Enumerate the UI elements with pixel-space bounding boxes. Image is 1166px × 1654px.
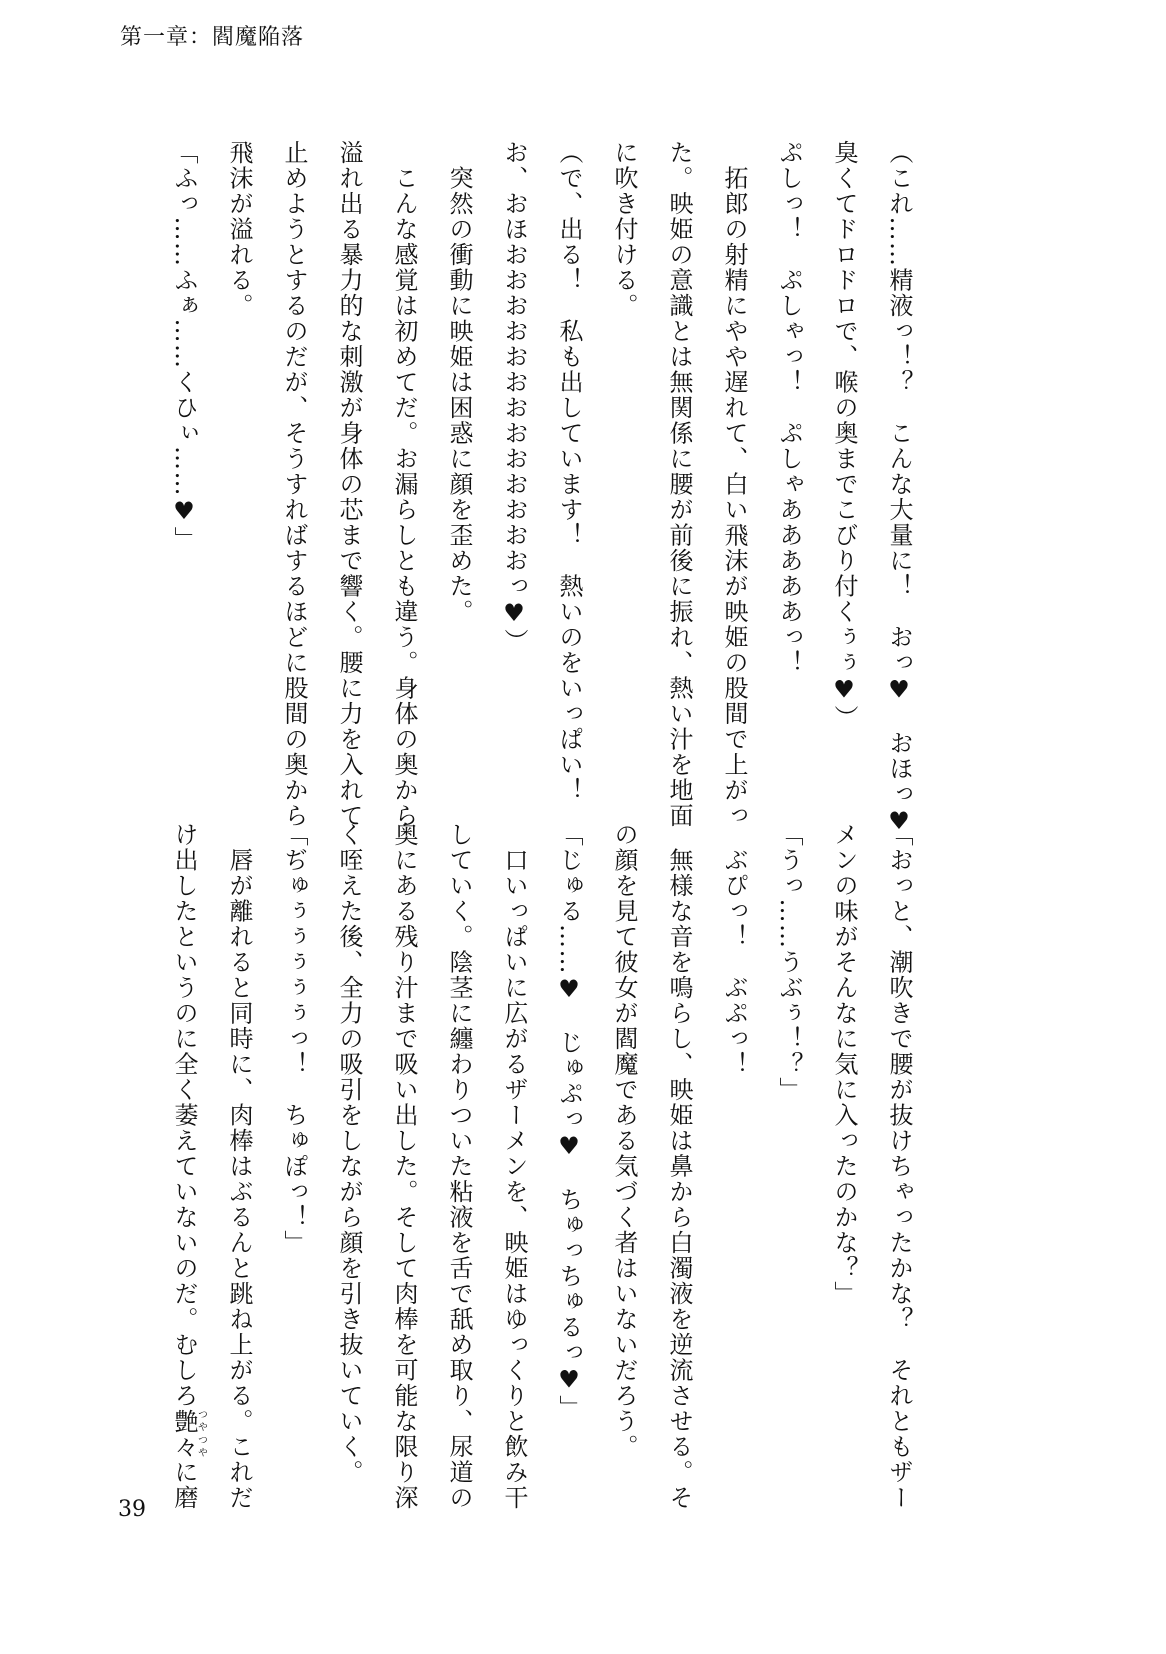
text-line: 臭くてドロドロで、喉の奥までこびり付くぅぅ♥） [830, 140, 858, 731]
text-block-top [156, 140, 926, 837]
text-line: に吹き付ける。 [610, 140, 638, 319]
text-segment: に磨 [170, 1459, 198, 1511]
ruby-text: つやつや [195, 1408, 207, 1460]
text-line: ぷしっ！ ぷしゃっ！ ぷしゃあああああっ！ [775, 140, 803, 676]
text-line [156, 822, 211, 1511]
text-line: 無様な音を鳴らし、映姫は鼻から白濁液を逆流させる。そ [665, 822, 693, 1511]
text-line: お、おほおおおおおおおおおおおおおっ♥） [500, 140, 528, 654]
text-line: く咥えた後、全力の吸引をしながら顔を引き抜いていく。 [335, 822, 363, 1485]
text-line: 「うっ……うぶぅ！？」 [775, 822, 803, 1103]
text-line: メンの味がそんなに気に入ったのかな？」 [830, 822, 858, 1307]
text-block-bottom [156, 822, 926, 1511]
text-line: 「ぢゅぅぅぅぅぅっ！ ちゅぽっ！」 [280, 822, 308, 1256]
text-line: こんな感覚は初めてだ。お漏らしとも違う。身体の奥から [390, 140, 418, 829]
text-line: （で、出る！ 私も出しています！ 熱いのをいっぱい！ [555, 140, 583, 803]
text-segment: け出したというのに全く萎えていないのだ。むしろ [170, 822, 198, 1409]
text-line: ぶぴっ！ ぶぷっ！ [720, 822, 748, 1077]
text-line: （これ……精液っ！？ こんな大量に！ おっ♥ おほっ♥ [885, 140, 913, 837]
text-line: 「ふっ……ふぁ……くひぃ……♥」 [170, 140, 198, 552]
text-line: 「おっと、潮吹きで腰が抜けちゃったかな？ それともザー [885, 822, 913, 1511]
text-line: 唇が離れると同時に、肉棒はぶるんと跳ね上がる。これだ [225, 822, 253, 1511]
ruby-annotation [170, 1408, 207, 1460]
page-number: 39 [118, 1497, 146, 1522]
text-line: 奥にある残り汁まで吸い出した。そして肉棒を可能な限り深 [390, 822, 418, 1511]
text-line: 突然の衝動に映姫は困惑に顔を歪めた。 [445, 140, 473, 625]
text-line: た。映姫の意識とは無関係に腰が前後に振れ、熱い汁を地面 [665, 140, 693, 829]
text-line: 「じゅる……♥ じゅぷっ♥ ちゅっちゅるっ♥」 [555, 822, 583, 1421]
text-line: 溢れ出る暴力的な刺激が身体の芯まで響く。腰に力を入れて [335, 140, 363, 829]
text-line: 口いっぱいに広がるザーメンを、映姫はゆっくりと飲み干 [500, 822, 528, 1511]
text-line: 飛沫が溢れる。 [225, 140, 253, 319]
text-line: していく。陰茎に纏わりついた粘液を舌で舐め取り、尿道の [445, 822, 473, 1511]
ruby-base: 艶々 [170, 1408, 198, 1460]
chapter-header: 第一章：閻魔陥落 [120, 25, 305, 50]
text-line: 止めようとするのだが、そうすればするほどに股間の奥から [280, 140, 308, 829]
text-line: の顔を見て彼女が閻魔である気づく者はいないだろう。 [610, 822, 638, 1460]
text-line: 拓郎の射精にやや遅れて、白い飛沫が映姫の股間で上がっ [720, 140, 748, 829]
